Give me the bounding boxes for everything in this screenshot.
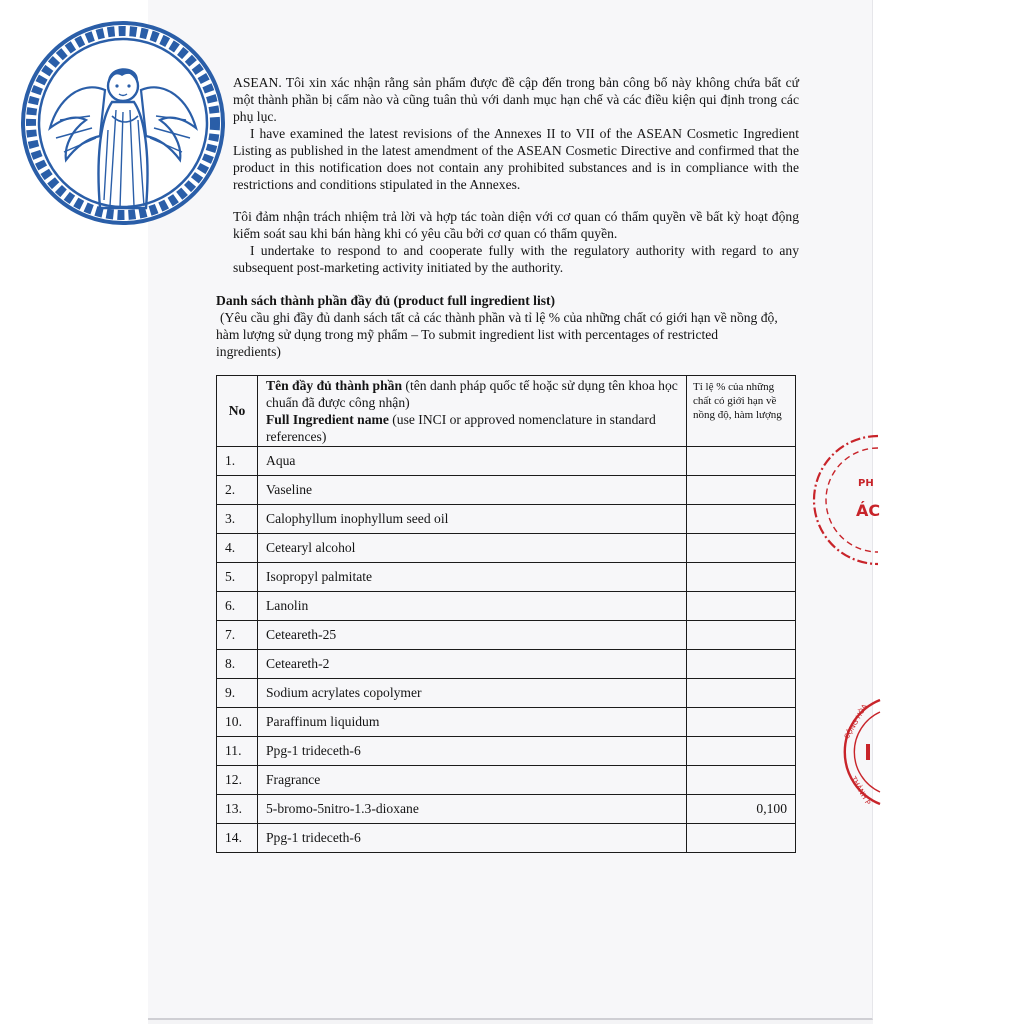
- header-name-vi-rest: (tên danh pháp quốc tế hoặc sử dụng tên khoa học chuẩn đã được công nhận): [266, 378, 678, 410]
- row-percentage: [687, 737, 796, 766]
- row-ingredient: Ppg-1 trideceth-6: [258, 824, 687, 853]
- angel-logo-icon: [20, 20, 226, 226]
- header-ingredient-name: [258, 376, 687, 447]
- row-ingredient: Ppg-1 trideceth-6: [258, 737, 687, 766]
- row-no: 6.: [217, 592, 258, 621]
- row-percentage: [687, 505, 796, 534]
- row-no: 8.: [217, 650, 258, 679]
- table-row: [217, 476, 796, 505]
- row-percentage: [687, 476, 796, 505]
- row-ingredient: Cetearyl alcohol: [258, 534, 687, 563]
- table-row: [217, 505, 796, 534]
- row-no: 11.: [217, 737, 258, 766]
- declaration-block-2: [233, 208, 799, 276]
- svg-text:THÀNH P: THÀNH P: [849, 775, 872, 807]
- row-ingredient: 5-bromo-5nitro-1.3-dioxane: [258, 795, 687, 824]
- row-ingredient: Isopropyl palmitate: [258, 563, 687, 592]
- row-percentage: [687, 708, 796, 737]
- right-margin: [873, 0, 1024, 1024]
- row-percentage: [687, 824, 796, 853]
- row-ingredient: Ceteareth-2: [258, 650, 687, 679]
- header-name-en-bold: Full Ingredient name: [266, 412, 389, 427]
- header-no: No: [217, 376, 258, 447]
- table-row: [217, 563, 796, 592]
- row-percentage: [687, 534, 796, 563]
- table-row: [217, 534, 796, 563]
- declaration-vi-1: ASEAN. Tôi xin xác nhận rằng sản phẩm được đề cập đến trong bản công bố này không chứa bất cứ một thành phần bị cấm nào và cũng tuân thủ với danh mục hạn chế và các điều kiện qui định trong các phụ lục.: [233, 75, 799, 124]
- header-percentage: Tỉ lệ % của những chất có giới hạn về nồng độ, hàm lượng: [687, 376, 796, 447]
- table-row: [217, 795, 796, 824]
- row-no: 12.: [217, 766, 258, 795]
- row-percentage: [687, 592, 796, 621]
- row-ingredient: Vaseline: [258, 476, 687, 505]
- row-ingredient: Paraffinum liquidum: [258, 708, 687, 737]
- table-row: [217, 621, 796, 650]
- row-ingredient: Calophyllum inophyllum seed oil: [258, 505, 687, 534]
- table-row: [217, 679, 796, 708]
- table-row: [217, 824, 796, 853]
- row-ingredient: Fragrance: [258, 766, 687, 795]
- row-no: 3.: [217, 505, 258, 534]
- row-percentage: [687, 650, 796, 679]
- row-no: 1.: [217, 447, 258, 476]
- row-ingredient: Aqua: [258, 447, 687, 476]
- row-percentage: 0,100: [687, 795, 796, 824]
- row-no: 9.: [217, 679, 258, 708]
- row-percentage: [687, 447, 796, 476]
- header-name-vi-bold: Tên đầy đủ thành phần: [266, 378, 403, 393]
- svg-text:CỘNG HÒA: CỘNG HÒA: [842, 702, 870, 741]
- row-no: 5.: [217, 563, 258, 592]
- row-no: 2.: [217, 476, 258, 505]
- row-no: 13.: [217, 795, 258, 824]
- ingredient-section-title: Danh sách thành phần đầy đủ (product full ingredient list): [216, 293, 556, 308]
- declaration-vi-2: Tôi đảm nhận trách nhiệm trả lời và hợp tác toàn diện với cơ quan có thẩm quyền về bất kỳ hoạt động kiểm soát sau khi bán hàng khi có yêu cầu bởi cơ quan có thẩm quyền.: [233, 209, 799, 241]
- table-row: [217, 650, 796, 679]
- declaration-block-1: [233, 74, 799, 193]
- table-row: [217, 447, 796, 476]
- declaration-en-1: I have examined the latest revisions of the Annexes II to VII of the ASEAN Cosmetic Ingredient Listing as published in the latest amendment of the ASEAN Cosmetic Directive and confirmed that the product in this notification does not contain any prohibited substances and is in compliance with the restrictions and conditions stipulated in the Annexes.: [233, 126, 799, 192]
- ingredient-section: [216, 292, 786, 360]
- official-stamp-lower: [836, 696, 874, 808]
- row-percentage: [687, 563, 796, 592]
- row-no: 14.: [217, 824, 258, 853]
- table-row: [217, 737, 796, 766]
- header-name-en-rest: (use INCI or approved nomenclature in standard references): [266, 412, 656, 444]
- table-row: [217, 708, 796, 737]
- declaration-en-2: I undertake to respond to and cooperate fully with the regulatory authority with regard to any subsequent post-marketing activity initiated by the authority.: [233, 243, 799, 275]
- row-no: 10.: [217, 708, 258, 737]
- table-row: [217, 766, 796, 795]
- svg-text:ÁC: ÁC: [856, 501, 881, 520]
- row-no: 4.: [217, 534, 258, 563]
- official-stamp-upper: [838, 430, 881, 570]
- ingredient-section-note: (Yêu cầu ghi đầy đủ danh sách tất cả các thành phần và tỉ lệ % của những chất có giới hạn về nồng độ, hàm lượng sử dụng trong mỹ phẩm – To submit ingredient list with percentages of restricted ingredients): [216, 310, 778, 359]
- row-ingredient: Ceteareth-25: [258, 621, 687, 650]
- row-ingredient: Lanolin: [258, 592, 687, 621]
- row-percentage: [687, 621, 796, 650]
- row-ingredient: Sodium acrylates copolymer: [258, 679, 687, 708]
- table-row: [217, 592, 796, 621]
- svg-text:PH: PH: [858, 478, 874, 489]
- table-header-row: [217, 376, 796, 447]
- row-percentage: [687, 679, 796, 708]
- ingredient-table: [216, 375, 796, 853]
- row-percentage: [687, 766, 796, 795]
- row-no: 7.: [217, 621, 258, 650]
